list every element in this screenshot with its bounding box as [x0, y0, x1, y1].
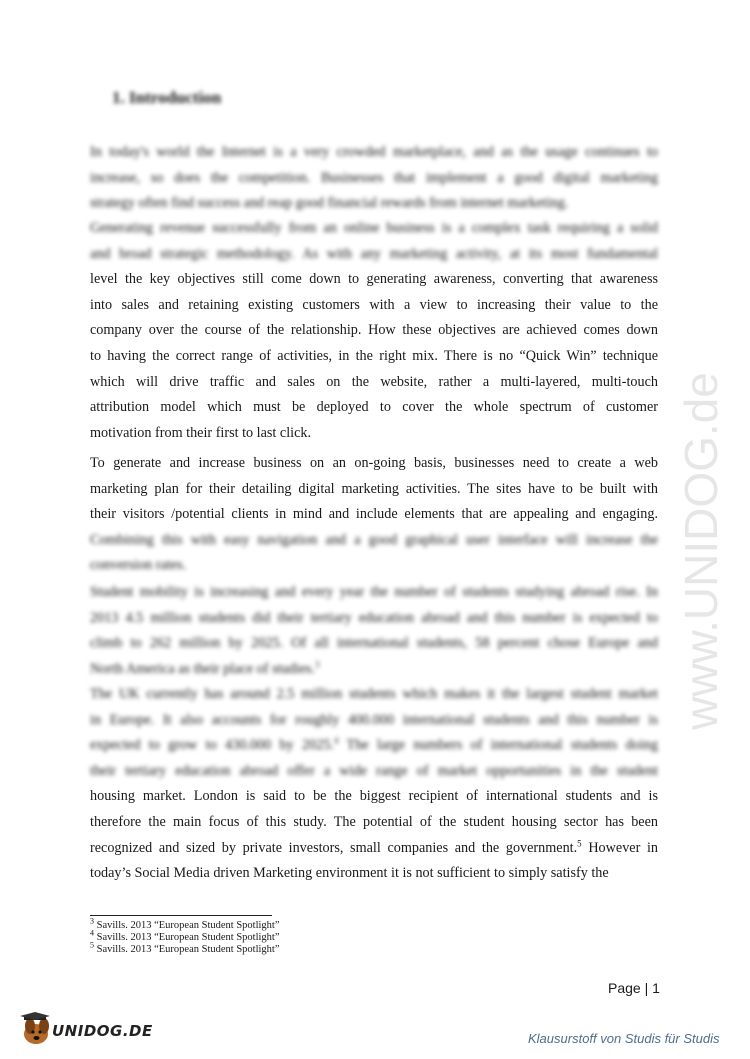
paragraph-line: motivation from their first to last click. [90, 424, 312, 441]
dog-icon [20, 1012, 50, 1044]
paragraph-line: into sales and retaining existing customers with a view to increasing their value to the [90, 296, 658, 313]
page-number: Page | 1 [608, 980, 660, 996]
footnote: $^4$ Savills. 2013 “European Student Spotlight” [90, 928, 280, 943]
paragraph-line: expected to grow to 430.000 by 2025.$^4$ The large numbers of international students doing [90, 735, 658, 754]
paragraph-line: North America as their place of studies.$^3$ [90, 659, 320, 677]
tagline: Klausurstoff von Studis für Studis [528, 1031, 720, 1046]
paragraph-line: Combining this with easy navigation and a good graphical user interface will increase the [90, 531, 658, 548]
paragraph-line: and broad strategic methodology. As with any marketing activity, at its most fundamental [90, 245, 658, 262]
watermark [655, 240, 750, 740]
paragraph-line: marketing plan for their detailing digital marketing activities. The sites have to be built with [90, 480, 658, 497]
footnotes [90, 916, 280, 956]
paragraph-line: housing market. London is said to be the biggest recipient of international students and is [90, 788, 658, 805]
paragraph-line: conversion rates. [90, 557, 187, 574]
paragraph-3 [90, 451, 658, 579]
paragraph-line: To generate and increase business on an on-going basis, businesses need to create a web [90, 455, 658, 471]
paragraph-line: In today's world the Internet is a very crowded marketplace, and as the usage continues to [90, 144, 658, 160]
footnote-ref: 3 [314, 659, 320, 670]
paragraph-1 [90, 140, 658, 217]
paragraph-line: climb to 262 million by 2025. Of all international students, 58 percent chose Europe and [90, 635, 658, 652]
paragraph-line: 2013 4.5 million students did their tertiary education abroad and this number is expected to [90, 609, 658, 626]
paragraph-line: therefore the main focus of this study. The potential of the student housing sector has been [90, 813, 658, 830]
paragraph-line: their visitors /potential clients in mind and include elements that are appealing and engaging. [90, 506, 658, 523]
paragraph-line: today’s Social Media driven Marketing environment it is not sufficient to simply satisfy the [90, 865, 609, 882]
section-heading: 1. Introduction [112, 88, 222, 107]
paragraph-line: increase, so does the competition. Businesses that implement a good digital marketing [90, 169, 658, 186]
paragraph-line: Generating revenue successfully from an online business is a complex task requiring a solid [90, 220, 658, 236]
footnote-divider [90, 915, 272, 916]
paragraph-line: strategy often find success and reap good financial rewards from internet marketing. [90, 195, 569, 212]
footnote: $^5$ Savills. 2013 “European Student Spotlight” [90, 940, 280, 955]
paragraph-line: attribution model which must be deployed to cover the whole spectrum of customer [90, 399, 658, 416]
watermark-text: www.UNIDOG.de [675, 372, 727, 730]
paragraph-line: to having the correct range of activities, in the right mix. There is no “Quick Win” technique [90, 347, 658, 364]
paragraph-line: level the key objectives still come down to generating awareness, converting that awareness [90, 271, 658, 288]
paragraph-2 [90, 216, 658, 446]
paragraph-5 [90, 682, 658, 887]
paragraph-line: The UK currently has around 2.5 million students which makes it the largest student market [90, 686, 658, 702]
paragraph-line: Student mobility is increasing and every year the number of students studying abroad rise. In [90, 584, 658, 600]
footnote-ref: 5 [577, 837, 582, 848]
paragraph-line: their tertiary education abroad offer a wide range of market opportunities in the student [90, 762, 658, 779]
footnote-ref: 4 [333, 735, 339, 746]
paragraph-line: in Europe. It also accounts for roughly 400.000 international students and this number is [90, 711, 658, 728]
paragraph-line: recognized and sized by private investors, small companies and the government.$^5$ However in [90, 837, 658, 856]
logo-text: UNIDOG.DE [52, 1022, 153, 1040]
paragraph-line: company over the course of the relationship. How these objectives are achieved comes down [90, 322, 658, 339]
footnote: $^3$ Savills. 2013 “European Student Spotlight” [90, 916, 280, 931]
paragraph-4 [90, 580, 658, 682]
paragraph-line: which will drive traffic and sales on the website, rather a multi-layered, multi-touch [90, 373, 658, 390]
